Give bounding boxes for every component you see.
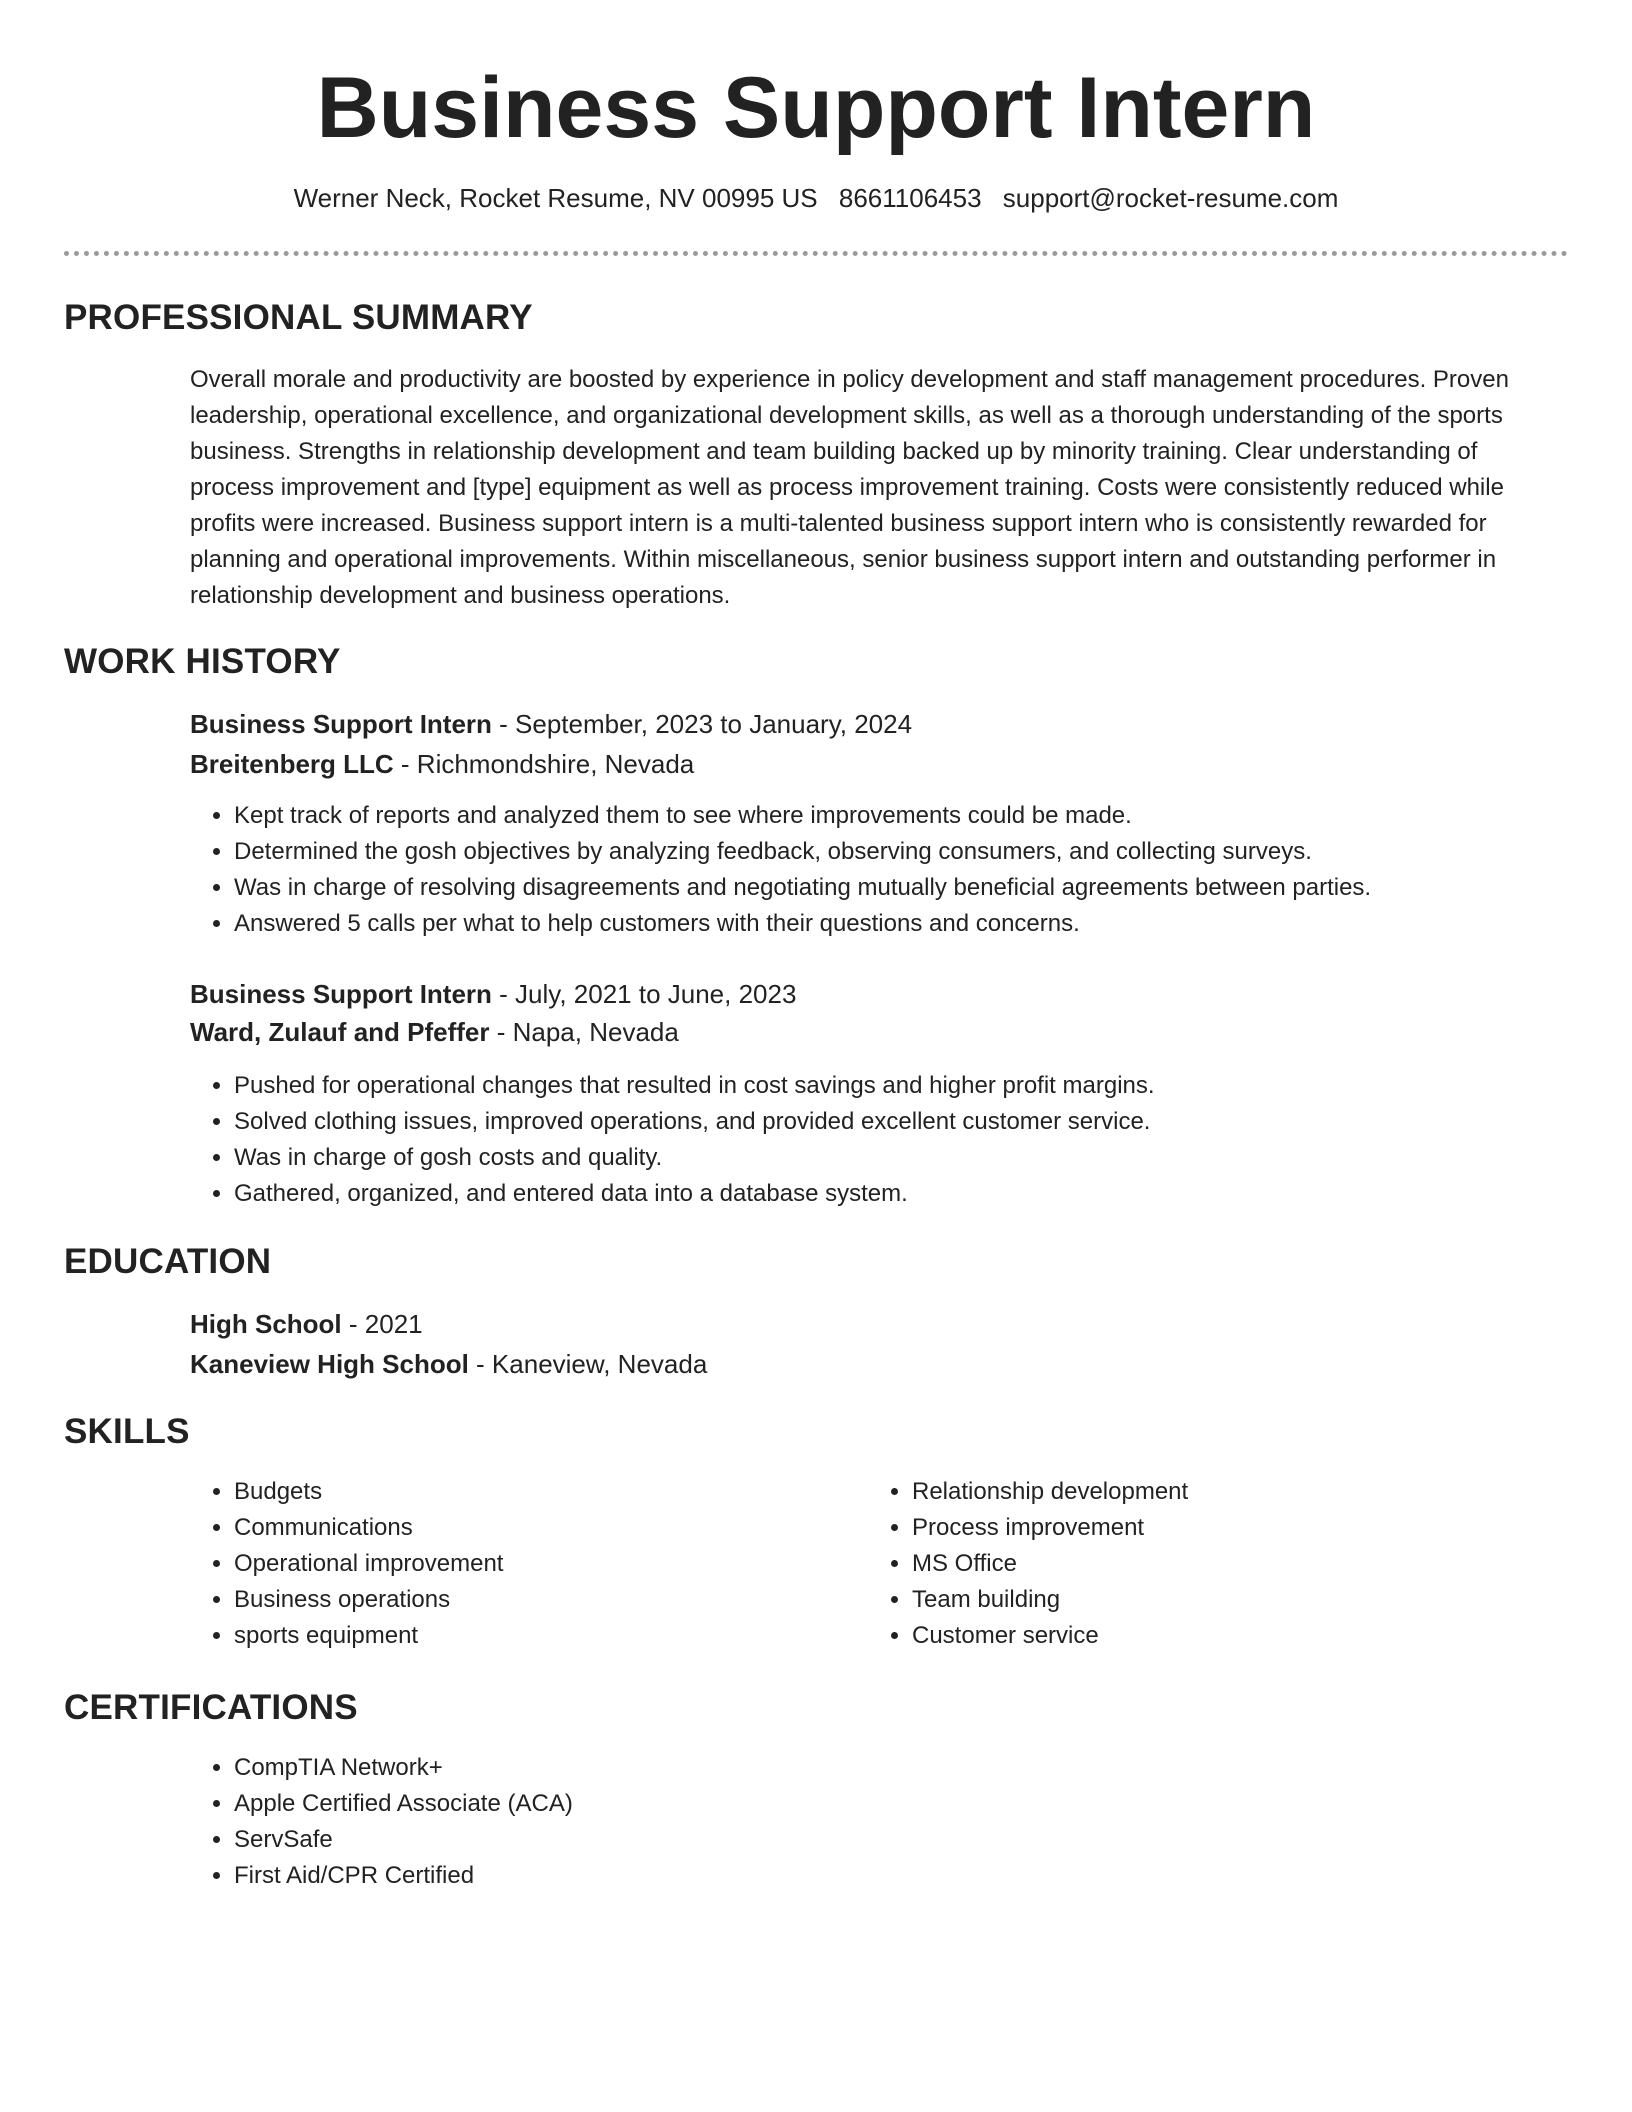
summary-text: Overall morale and productivity are boosted by experience in policy development and staff management procedures. Proven leadership, operational excellence, and organizational development skills, as well as a thorough understanding of the sports business. Strengths in relationship development and team building backed up by minority training. Clear understanding of process improvement and [type] equipment as well as process improvement training. Costs were consistently reduced while profits were increased. Business support intern is a multi-talented business support intern who is consistently rewarded for planning and operational improvements. Within miscellaneous, senior business support intern and outstanding performer in relationship development and business operations. [190, 366, 1509, 609]
certification-item: • CompTIA Network+ [234, 1750, 573, 1786]
resume-title: Business Support Intern [316, 60, 1316, 156]
skills-list-left [190, 1474, 874, 1654]
job-2-bullet: • Gathered, organized, and entered data into a database system. [234, 1176, 1155, 1212]
job-1-bullet: • Was in charge of resolving disagreements and negotiating mutually beneficial agreements between parties. [234, 870, 1371, 906]
job-1-bullet: • Answered 5 calls per what to help customers with their questions and concerns. [234, 906, 1371, 942]
contact-address: Werner Neck, Rocket Resume, NV 00995 US [293, 183, 818, 213]
education-location: - Kaneview, Nevada [468, 1349, 708, 1379]
education-school-line [190, 1346, 707, 1382]
certifications-list [190, 1750, 573, 1894]
skill-item: • Communications [234, 1510, 874, 1546]
skill-item: • Customer service [912, 1618, 1552, 1654]
job-1-dates: - September, 2023 to January, 2024 [491, 709, 913, 739]
job-1-company: Breitenberg LLC [190, 749, 394, 779]
job-1-bullets [190, 798, 1371, 942]
skills-list-right [868, 1474, 1552, 1654]
job-2-company: Ward, Zulauf and Pfeffer [190, 1017, 490, 1047]
job-2-title-line [190, 976, 796, 1012]
skill-item: • Budgets [234, 1474, 874, 1510]
skill-item: • Relationship development [912, 1474, 1552, 1510]
job-2-bullet: • Solved clothing issues, improved operations, and provided excellent customer service. [234, 1104, 1155, 1140]
skill-item: • Business operations [234, 1582, 874, 1618]
job-1-bullet: • Determined the gosh objectives by analyzing feedback, observing consumers, and collecting surveys. [234, 834, 1371, 870]
job-2-bullets [190, 1068, 1155, 1212]
job-1-title: Business Support Intern [190, 709, 492, 739]
skill-item: • Team building [912, 1582, 1552, 1618]
job-1-bullet: • Kept track of reports and analyzed them to see where improvements could be made. [234, 798, 1371, 834]
certification-item: • First Aid/CPR Certified [234, 1858, 573, 1894]
work-history-heading: WORK HISTORY [64, 642, 341, 681]
job-1-title-line [190, 706, 912, 742]
skills-heading: SKILLS [64, 1412, 190, 1451]
education-degree-line [190, 1306, 423, 1342]
certification-item: • Apple Certified Associate (ACA) [234, 1786, 573, 1822]
job-2-bullet: • Pushed for operational changes that resulted in cost savings and higher profit margins. [234, 1068, 1155, 1104]
job-2-title: Business Support Intern [190, 979, 492, 1009]
contact-email: support@rocket-resume.com [1002, 183, 1339, 213]
contact-phone: 8661106453 [838, 183, 982, 213]
job-2-dates: - July, 2021 to June, 2023 [491, 979, 797, 1009]
education-school: Kaneview High School [190, 1349, 469, 1379]
certifications-heading: CERTIFICATIONS [64, 1688, 358, 1727]
certification-item: • ServSafe [234, 1822, 573, 1858]
job-2-location: - Napa, Nevada [489, 1017, 679, 1047]
job-1-location: - Richmondshire, Nevada [393, 749, 695, 779]
job-1-company-line [190, 746, 694, 782]
job-2-bullet: • Was in charge of gosh costs and quality. [234, 1140, 1155, 1176]
education-year: - 2021 [341, 1309, 423, 1339]
skill-item: • MS Office [912, 1546, 1552, 1582]
skill-item: • Process improvement [912, 1510, 1552, 1546]
summary-heading: PROFESSIONAL SUMMARY [64, 298, 533, 337]
education-degree: High School [190, 1309, 342, 1339]
job-2-company-line [190, 1014, 679, 1050]
contact-line [0, 180, 1632, 216]
skill-item: • Operational improvement [234, 1546, 874, 1582]
education-heading: EDUCATION [64, 1242, 272, 1281]
header-divider [64, 251, 1568, 256]
skill-item: • sports equipment [234, 1618, 874, 1654]
